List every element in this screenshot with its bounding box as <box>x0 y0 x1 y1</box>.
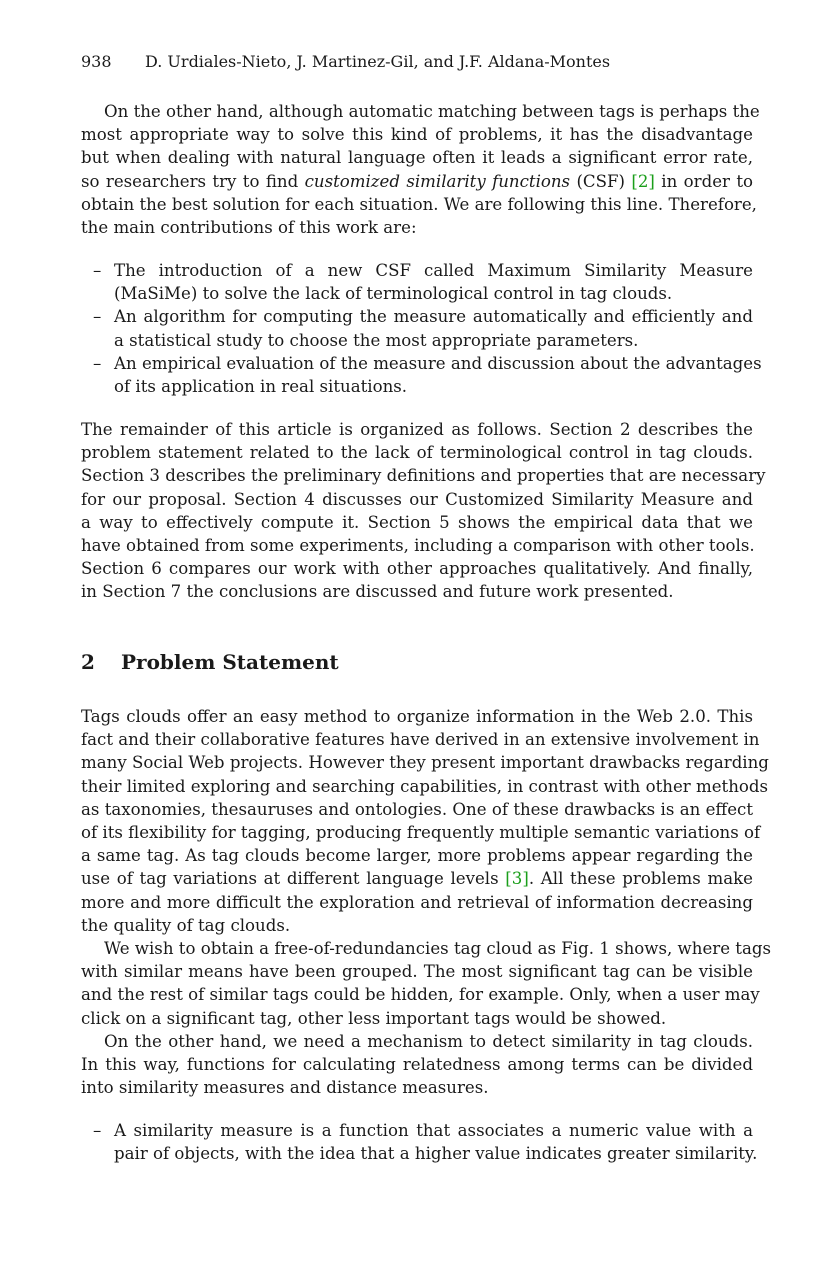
page-number: 938 <box>81 52 112 71</box>
text-line: the main contributions of this work are: <box>81 217 417 237</box>
text-line: a same tag. As tag clouds become larger, more problems appear regarding the <box>81 846 753 866</box>
list-item <box>81 305 753 351</box>
text-line: (MaSiMe) to solve the lack of terminological control in tag clouds. <box>114 284 673 304</box>
text-line: On the other hand, although automatic matching between tags is perhaps the <box>104 102 760 121</box>
problem-paragraph <box>81 705 769 937</box>
text-line: In this way, functions for calculating relatedness among terms can be divided <box>81 1055 753 1075</box>
list-dash: – <box>93 307 102 327</box>
text-line: their limited exploring and searching capabilities, in contrast with other methods <box>81 776 769 796</box>
list-dash: – <box>93 1121 102 1140</box>
text-line: The remainder of this article is organized as follows. Section 2 describes the <box>81 420 753 439</box>
section-number: 2 <box>81 650 95 674</box>
text-line: many Social Web projects. However they present important drawbacks regarding <box>81 753 769 773</box>
text-line: and the rest of similar tags could be hidden, for example. Only, when a user may <box>81 985 760 1005</box>
text-run: use of tag variations at different language levels <box>81 869 506 889</box>
text-line: of its flexibility for tagging, producing frequently multiple semantic variations of <box>81 822 761 842</box>
text-line: a way to effectively compute it. Section 5 shows the empirical data that we <box>81 512 753 532</box>
text-line: as taxonomies, thesauruses and ontologies. One of these drawbacks is an effect <box>81 799 753 819</box>
text-line: On the other hand, we need a mechanism to detect similarity in tag clouds. <box>104 1032 753 1051</box>
text-line: most appropriate way to solve this kind of problems, it has the disadvantage <box>81 125 753 145</box>
text-run: . All these problems make <box>528 869 753 889</box>
text-line <box>81 305 753 328</box>
section-title: Problem Statement <box>121 650 339 674</box>
text-line: We wish to obtain a free-of-redundancies tag cloud as Fig. 1 shows, where tags <box>104 939 771 958</box>
list-dash: – <box>93 353 102 373</box>
header-authors: D. Urdiales-Nieto, J. Martinez-Gil, and J.F. Aldana-Montes <box>145 52 611 71</box>
outline-paragraph <box>81 418 766 604</box>
text-line: click on a significant tag, other less important tags would be showed. <box>81 1008 667 1028</box>
citation-link-2[interactable]: [2] <box>631 171 655 191</box>
text-line <box>81 170 753 193</box>
text-line: Tags clouds offer an easy method to organize information in the Web 2.0. This <box>81 707 753 726</box>
list-item <box>81 352 762 398</box>
text-line: Section 6 compares our work with other approaches qualitatively. And finally, <box>81 559 753 579</box>
definition-list <box>81 1119 758 1165</box>
text-line <box>81 1119 753 1142</box>
text-run: (CSF) <box>570 171 632 191</box>
mechanism-paragraph <box>81 1030 753 1100</box>
text-line: fact and their collaborative features have derived in an extensive involvement in <box>81 730 760 750</box>
text-line: Section 3 describes the preliminary definitions and properties that are necessary <box>81 466 766 486</box>
wish-paragraph <box>81 937 771 1030</box>
citation-link-3[interactable]: [3] <box>505 869 529 889</box>
text-line: into similarity measures and distance measures. <box>81 1078 489 1098</box>
text-line: a statistical study to choose the most appropriate parameters. <box>114 330 639 350</box>
text-line <box>81 352 762 375</box>
text-line <box>81 259 753 282</box>
text-line: pair of objects, with the idea that a higher value indicates greater similarity. <box>114 1144 758 1164</box>
text-line: more and more difficult the exploration and retrieval of information decreasing <box>81 892 753 912</box>
text-run: so researchers try to find <box>81 171 305 191</box>
text-line: with similar means have been grouped. The most significant tag can be visible <box>81 962 753 982</box>
text-run: An empirical evaluation of the measure and discussion about the advantages <box>114 353 762 373</box>
text-run: A similarity measure is a function that associates a numeric value with a <box>114 1121 753 1140</box>
text-run: An algorithm for computing the measure automatically and efficiently and <box>114 307 753 327</box>
emphasis-csf: customized similarity functions <box>304 171 571 191</box>
text-line: obtain the best solution for each situation. We are following this line. Therefore, <box>81 194 757 214</box>
text-run: The introduction of a new CSF called Maximum Similarity Measure <box>114 261 753 280</box>
text-line: of its application in real situations. <box>114 376 408 396</box>
text-line: the quality of tag clouds. <box>81 915 291 935</box>
intro-paragraph <box>81 100 760 239</box>
list-dash: – <box>93 261 102 280</box>
text-line <box>81 867 753 890</box>
text-line: but when dealing with natural language often it leads a significant error rate, <box>81 148 753 168</box>
list-item <box>81 259 753 305</box>
text-run: in order to <box>654 171 753 191</box>
text-line: in Section 7 the conclusions are discussed and future work presented. <box>81 582 674 602</box>
list-item <box>81 1119 758 1165</box>
text-line: for our proposal. Section 4 discusses our Customized Similarity Measure and <box>81 489 753 509</box>
text-line: problem statement related to the lack of terminological control in tag clouds. <box>81 443 753 463</box>
section-heading <box>81 650 339 674</box>
text-line: have obtained from some experiments, including a comparison with other tools. <box>81 535 755 555</box>
running-header <box>81 52 610 71</box>
contributions-list <box>81 259 762 398</box>
